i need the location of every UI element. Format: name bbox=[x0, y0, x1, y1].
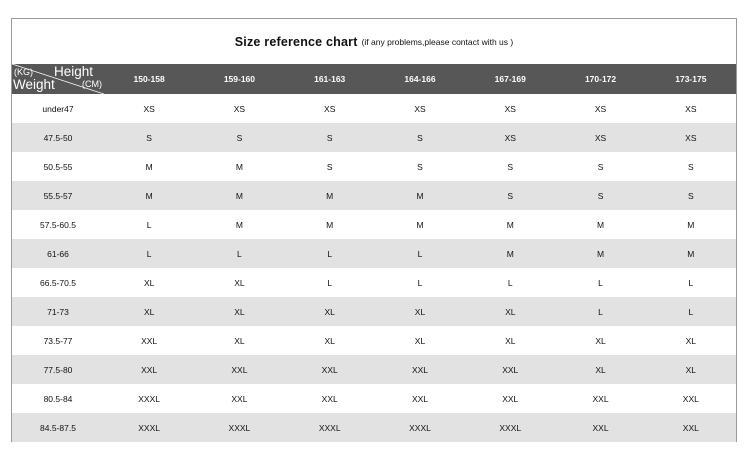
size-cell: XL bbox=[234, 335, 245, 346]
size-cell: XXL bbox=[141, 335, 158, 346]
size-cell: XXXL bbox=[138, 393, 161, 404]
size-cell: S bbox=[236, 132, 243, 143]
size-chart bbox=[11, 18, 737, 442]
size-cell: M bbox=[326, 219, 334, 230]
weight-cell: 84.5-87.5 bbox=[40, 422, 76, 433]
size-cell: XS bbox=[594, 132, 607, 143]
size-cell: XL bbox=[324, 306, 335, 317]
size-cell: XL bbox=[143, 306, 155, 317]
chart-title-note: (if any problems,please contact with us ) bbox=[361, 36, 514, 47]
size-cell: XXL bbox=[502, 364, 519, 375]
weight-cell: 66.5-70.5 bbox=[40, 277, 76, 288]
chart-title-main: Size reference chart bbox=[234, 34, 358, 49]
corner-cell bbox=[12, 64, 104, 94]
size-cell: M bbox=[597, 248, 605, 259]
size-cell: XXL bbox=[592, 422, 609, 433]
size-cell: L bbox=[327, 277, 333, 288]
size-cell: M bbox=[145, 161, 153, 172]
weight-cell: under47 bbox=[42, 103, 74, 114]
size-cell: M bbox=[326, 190, 334, 201]
height-label: Height bbox=[54, 64, 94, 79]
table-row bbox=[12, 384, 736, 413]
size-cell: M bbox=[597, 219, 605, 230]
size-cell: S bbox=[507, 190, 514, 201]
table-row bbox=[12, 355, 736, 384]
weight-cell: 55.5-57 bbox=[43, 190, 73, 201]
height-header: 161-163 bbox=[314, 74, 346, 84]
size-cell: S bbox=[597, 190, 604, 201]
size-cell: XXL bbox=[682, 422, 699, 433]
size-cell: M bbox=[235, 219, 243, 230]
size-cell: L bbox=[417, 277, 423, 288]
size-cell: XS bbox=[504, 103, 516, 114]
weight-cell: 61-66 bbox=[47, 248, 69, 259]
size-cell: XS bbox=[685, 132, 697, 143]
height-header: 164-166 bbox=[404, 74, 436, 84]
size-cell: XL bbox=[505, 306, 516, 317]
chart-title bbox=[12, 19, 736, 64]
table-row bbox=[12, 268, 736, 297]
size-cell: XL bbox=[685, 364, 697, 375]
size-cell: S bbox=[688, 190, 694, 201]
size-cell: XL bbox=[324, 335, 335, 346]
size-cell: XXL bbox=[411, 364, 429, 375]
weight-cell: 77.5-80 bbox=[43, 364, 73, 375]
size-cell: XS bbox=[594, 103, 607, 114]
size-cell: XS bbox=[414, 103, 426, 114]
table-row bbox=[12, 94, 736, 123]
size-cell: XXL bbox=[321, 364, 338, 375]
size-cell: XL bbox=[234, 277, 245, 288]
size-cell: M bbox=[506, 248, 514, 259]
size-cell: S bbox=[688, 161, 694, 172]
size-cell: M bbox=[235, 190, 243, 201]
size-cell: XXL bbox=[502, 393, 519, 404]
size-cell: M bbox=[416, 219, 424, 230]
size-cell: M bbox=[506, 219, 514, 230]
header-row bbox=[12, 64, 736, 94]
size-cell: L bbox=[327, 248, 333, 259]
weight-unit: (KG) bbox=[14, 67, 33, 77]
table-row bbox=[12, 152, 736, 181]
size-cell: XXXL bbox=[318, 422, 341, 433]
height-header: 167-169 bbox=[494, 74, 526, 84]
size-cell: L bbox=[146, 248, 152, 259]
size-cell: XXXL bbox=[138, 422, 161, 433]
size-cell: XL bbox=[414, 335, 426, 346]
size-cell: L bbox=[146, 219, 152, 230]
size-cell: L bbox=[688, 277, 694, 288]
size-cell: S bbox=[146, 132, 152, 143]
size-cell: XXL bbox=[141, 364, 158, 375]
size-cell: XXL bbox=[592, 393, 609, 404]
size-cell: XS bbox=[324, 103, 336, 114]
size-cell: L bbox=[598, 277, 603, 288]
size-cell: XL bbox=[595, 335, 606, 346]
size-cell: L bbox=[417, 248, 423, 259]
table-row bbox=[12, 297, 736, 326]
weight-cell: 57.5-60.5 bbox=[40, 219, 76, 230]
size-cell: S bbox=[507, 161, 514, 172]
size-cell: XL bbox=[234, 306, 245, 317]
weight-cell: 71-73 bbox=[47, 306, 69, 317]
table-row bbox=[12, 181, 736, 210]
size-cell: M bbox=[687, 248, 695, 259]
size-cell: XXXL bbox=[409, 422, 431, 433]
table-row bbox=[12, 123, 736, 152]
size-cell: XS bbox=[685, 103, 697, 114]
height-unit: (CM) bbox=[82, 79, 102, 89]
size-cell: S bbox=[597, 161, 604, 172]
size-cell: XXL bbox=[682, 393, 699, 404]
size-cell: XL bbox=[595, 364, 606, 375]
table-row bbox=[12, 239, 736, 268]
size-cell: XXXL bbox=[499, 422, 522, 433]
height-header: 170-172 bbox=[584, 74, 617, 84]
size-table bbox=[12, 64, 736, 442]
size-cell: XXL bbox=[411, 393, 429, 404]
weight-cell: 73.5-77 bbox=[43, 335, 73, 346]
size-cell: L bbox=[688, 306, 694, 317]
size-cell: XS bbox=[233, 103, 246, 114]
size-cell: XXL bbox=[231, 364, 248, 375]
size-cell: XXXL bbox=[228, 422, 251, 433]
size-cell: S bbox=[417, 161, 423, 172]
weight-cell: 47.5-50 bbox=[43, 132, 73, 143]
size-cell: XL bbox=[414, 306, 426, 317]
size-cell: XL bbox=[505, 335, 516, 346]
height-header: 173-175 bbox=[675, 74, 707, 84]
size-cell: XL bbox=[685, 335, 697, 346]
weight-cell: 80.5-84 bbox=[43, 393, 73, 404]
size-cell: XS bbox=[143, 103, 155, 114]
size-cell: XXL bbox=[321, 393, 338, 404]
table-row bbox=[12, 326, 736, 355]
height-header: 159-160 bbox=[223, 74, 256, 84]
size-cell: L bbox=[507, 277, 513, 288]
size-cell: M bbox=[145, 190, 153, 201]
weight-cell: 50.5-55 bbox=[43, 161, 73, 172]
height-header: 150-158 bbox=[133, 74, 165, 84]
size-cell: L bbox=[237, 248, 242, 259]
table-row bbox=[12, 413, 736, 442]
size-cell: M bbox=[235, 161, 243, 172]
size-cell: S bbox=[326, 161, 333, 172]
size-cell: M bbox=[687, 219, 695, 230]
size-cell: M bbox=[416, 190, 424, 201]
size-cell: XL bbox=[143, 277, 155, 288]
size-cell: S bbox=[326, 132, 333, 143]
size-cell: S bbox=[417, 132, 423, 143]
table-row bbox=[12, 210, 736, 239]
size-cell: XXL bbox=[231, 393, 248, 404]
size-cell: XS bbox=[504, 132, 516, 143]
size-cell: L bbox=[598, 306, 603, 317]
weight-label: Weight bbox=[13, 77, 55, 92]
